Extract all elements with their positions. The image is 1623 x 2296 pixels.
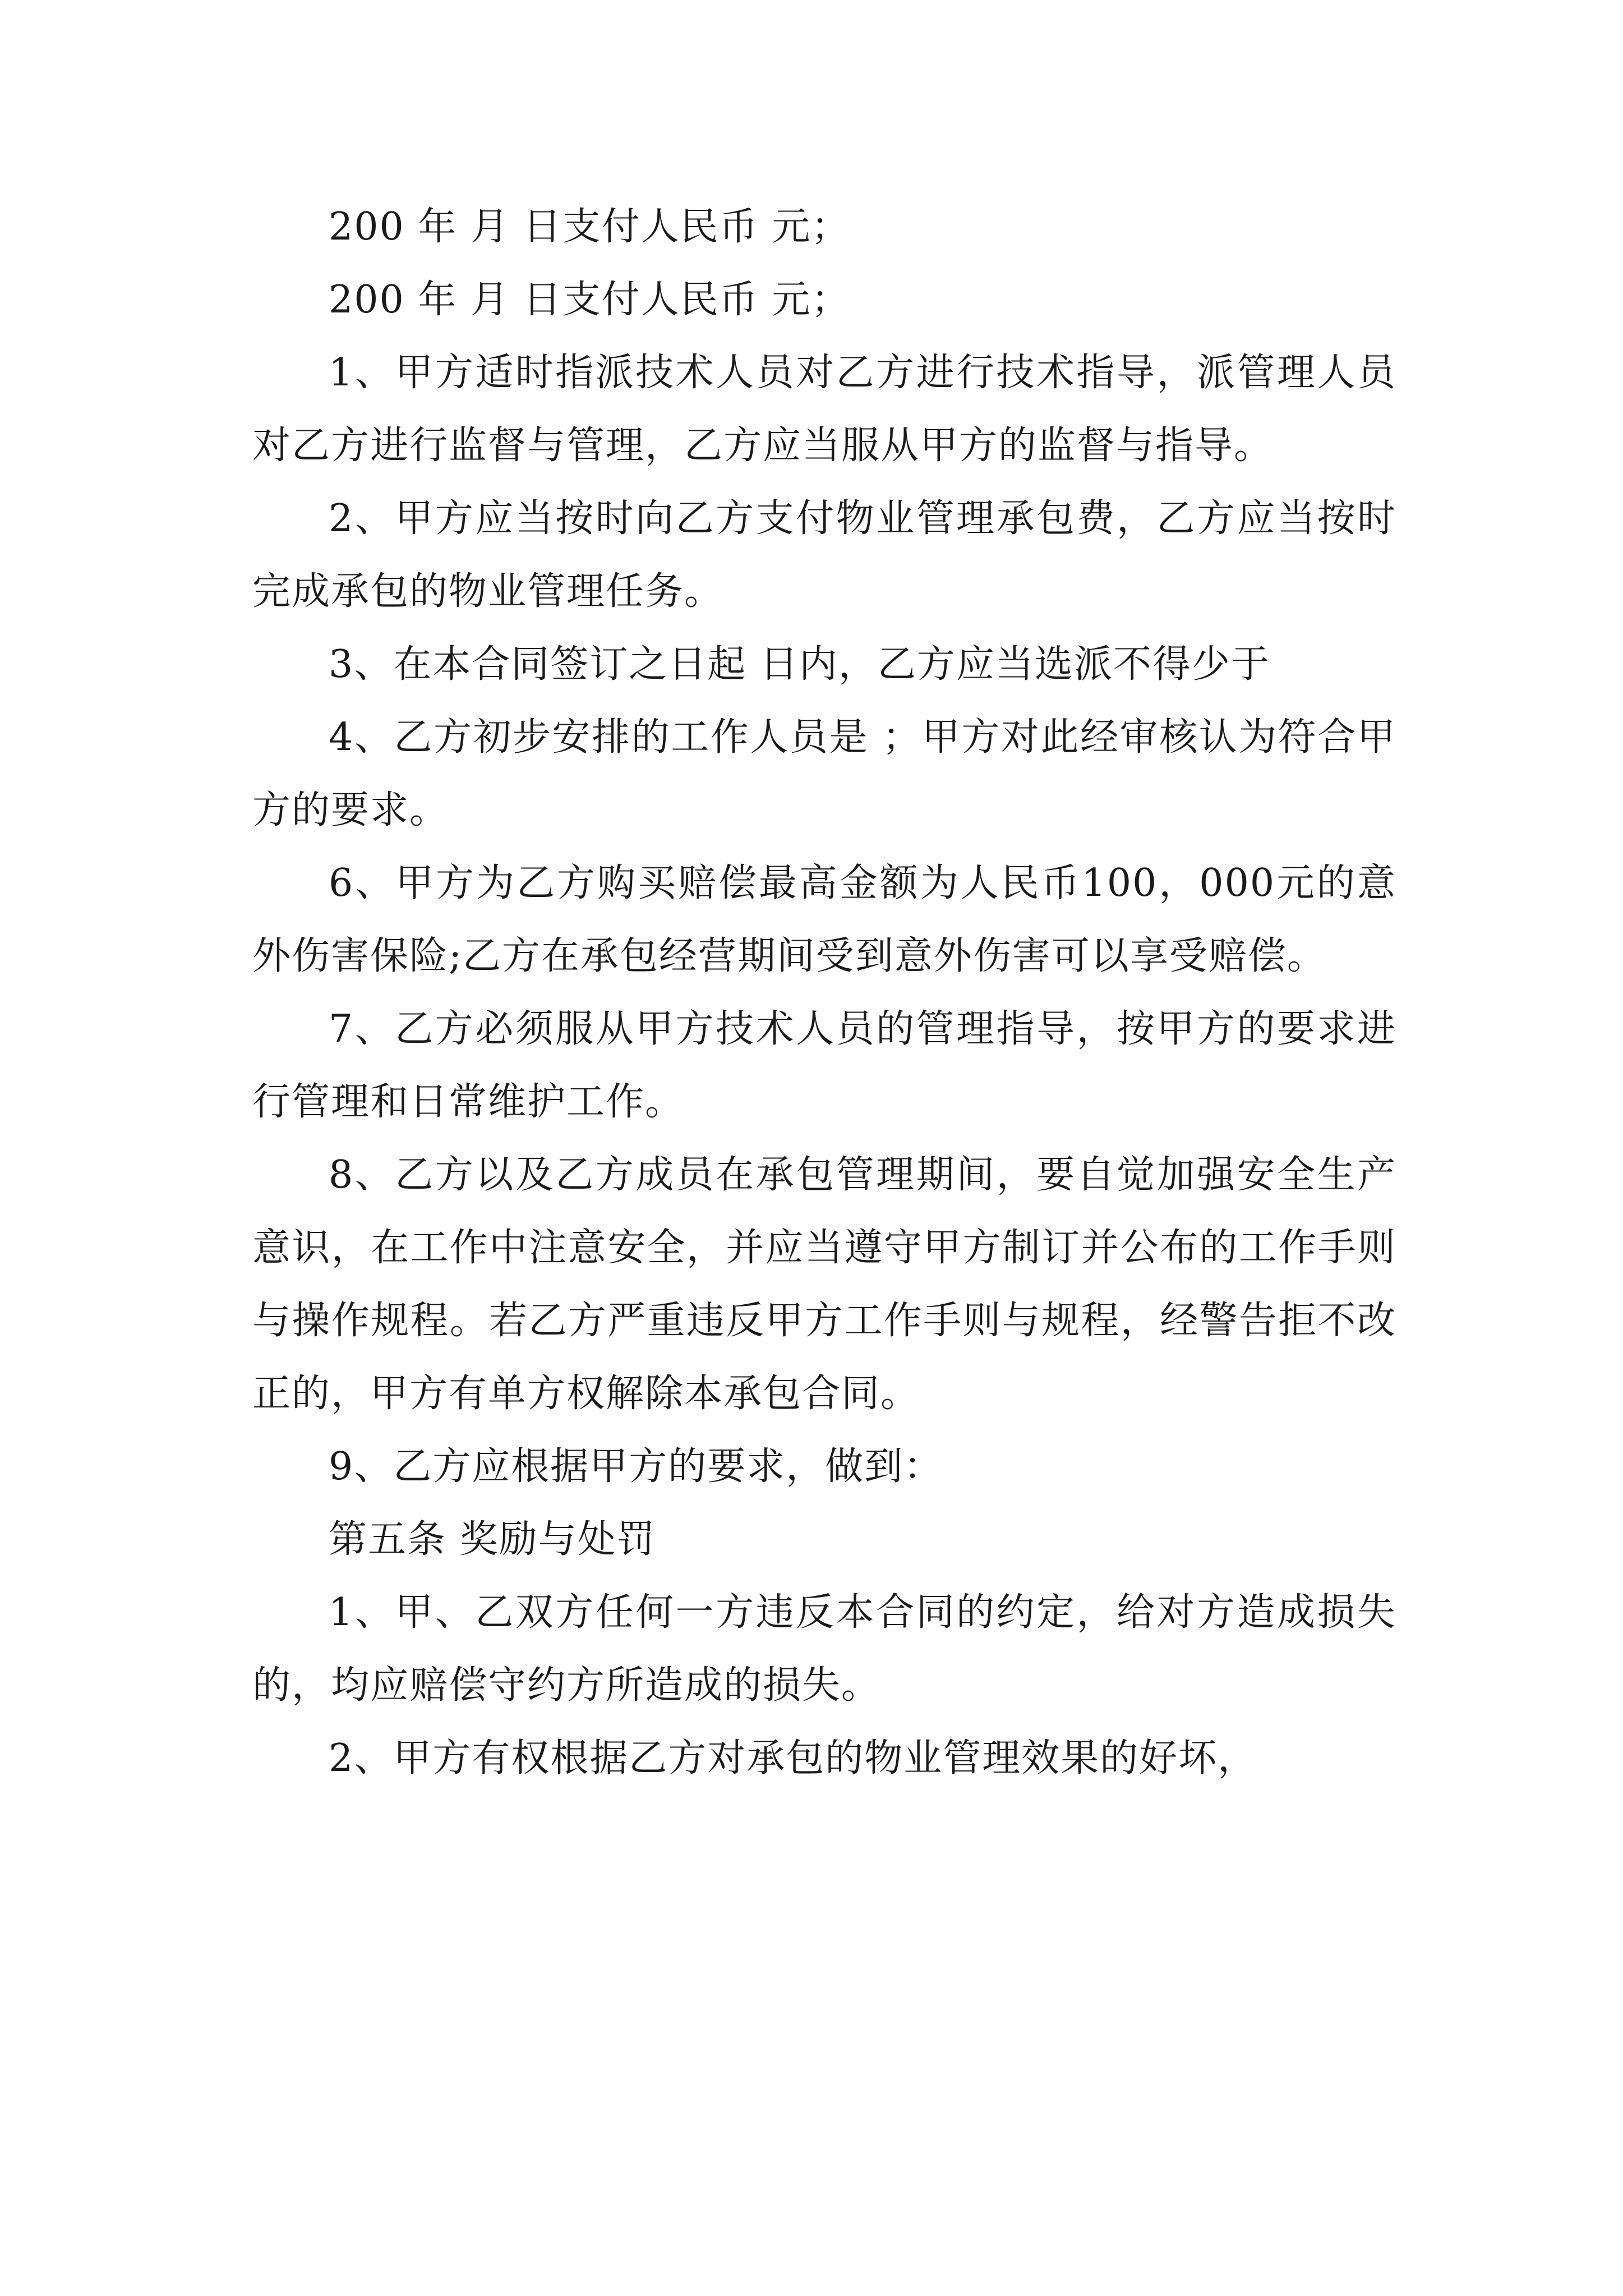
section-heading-article-5: 第五条 奖励与处罚 [329,1517,656,1562]
clause-7: 7、乙方必须服从甲方技术人员的管理指导，按甲方的要求进行管理和日常维护工作。 [252,1007,1396,1124]
article-5-clause-2: 2、甲方有权根据乙方对承包的物业管理效果的好坏， [329,1736,1257,1780]
clause-2: 2、甲方应当按时向乙方支付物业管理承包费，乙方应当按时完成承包的物业管理任务。 [252,496,1396,614]
payment-line-2: 200 年 月 日支付人民币 元； [329,278,851,322]
clause-4: 4、乙方初步安排的工作人员是 ；甲方对此经审核认为符合甲方的要求。 [252,715,1396,832]
payment-line-1: 200 年 月 日支付人民币 元； [329,205,851,249]
clause-3: 3、在本合同签订之日起 日内，乙方应当选派不得少于 [329,642,1270,687]
clause-9: 9、乙方应根据甲方的要求，做到： [329,1444,943,1489]
clause-8: 8、乙方以及乙方成员在承包管理期间，要自觉加强安全生产意识，在工作中注意安全，并应当遵守甲方制订并公布的工作手则与操作规程。若乙方严重违反甲方工作手则与规程，经警告拒不改正的，甲方有单方权解除本承包合同。 [252,1153,1396,1416]
clause-1: 1、甲方适时指派技术人员对乙方进行技术指导，派管理人员对乙方进行监督与管理，乙方应当服从甲方的监督与指导。 [252,351,1396,468]
document-body [252,191,1396,1795]
article-5-clause-1: 1、甲、乙双方任何一方违反本合同的约定，给对方造成损失的，均应赔偿守约方所造成的损失。 [252,1590,1396,1708]
clause-6: 6、甲方为乙方购买赔偿最高金额为人民币100，000元的意外伤害保险;乙方在承包经营期间受到意外伤害可以享受赔偿。 [252,861,1396,978]
